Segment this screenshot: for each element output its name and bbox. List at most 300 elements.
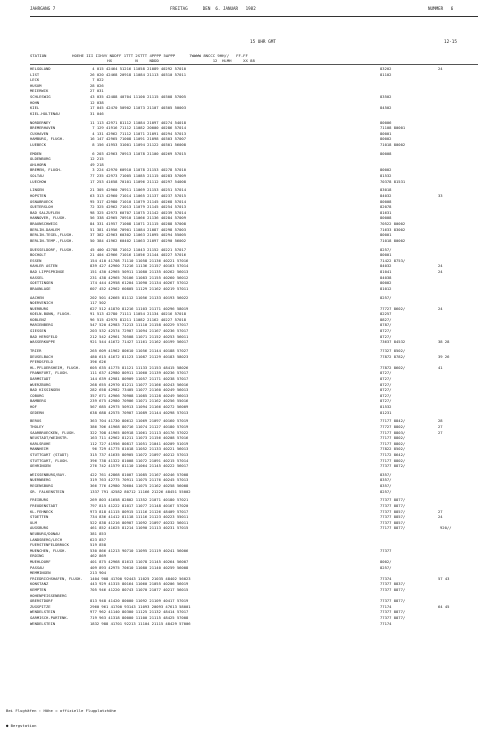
observation-values: 11 113 42971 81112 11084 21097 40274 54018: [90, 119, 187, 125]
station-name: HL.PFLOERSHEIM, FLUGH.: [30, 364, 81, 370]
table-row: [30, 238, 478, 244]
station-group: [30, 497, 478, 626]
station-name: AACHEN: [30, 294, 44, 300]
station-name: WEISSENBURG/BAY.: [30, 471, 67, 477]
station-group: [30, 348, 478, 415]
station-group: [30, 120, 478, 148]
observation-values: 607 452 42962 60805 11129 21162 40219 57011: [90, 285, 189, 291]
extra-code-1: 77377 8877/: [380, 497, 406, 503]
extra-code-1: 83202: [380, 66, 392, 71]
observation-values: 151 430 42965 50911 11080 21135 40262 56013: [90, 268, 189, 274]
station-name: STUTTGART (STADT): [30, 451, 69, 457]
observation-values: 98 325 42973 60707 11075 21142 40239 57014: [90, 209, 187, 215]
observation-values: 567 685 42975 50913 11094 21166 40272 56009: [90, 403, 189, 409]
extra-code-1: 84038: [380, 274, 392, 280]
station-name: HOF: [30, 403, 37, 409]
station-group: [30, 187, 478, 243]
extra-code-1: 80002: [380, 167, 392, 173]
station-name: BAD SALZUFLEN: [30, 209, 60, 215]
extra-code-1: 77377 8877/: [380, 614, 406, 620]
station-name: KONSTANZ: [30, 581, 49, 587]
report-header: [30, 6, 478, 17]
observation-values: 63 313 42960 71014 11065 21137 40237 57015: [90, 193, 187, 199]
extra-code-1: 81041: [380, 268, 392, 274]
observation-values: 231 438 42965 70106 11083 21155 40260 56012: [90, 274, 189, 280]
station-name: SAARBRUECKEN, FLUGH.: [30, 429, 76, 435]
extra-code-1: 8002/: [380, 558, 392, 564]
observation-values: 27 031: [90, 88, 104, 94]
extra-code-1: 8257/: [380, 488, 392, 494]
station-group: [30, 418, 478, 468]
observation-values: 977 962 41140 80300 11125 21132 48414 57017: [90, 609, 189, 615]
station-name: MUEHLDORF: [30, 558, 51, 564]
extra-code-1: 80001: [380, 130, 392, 136]
observation-values: 43 035 42488 40704 11100 21115 40308 57005: [90, 93, 187, 99]
observation-values: 734 836 41412 81118 11116 21123 40223 55011: [90, 514, 189, 520]
station-name: MEMMINGEN: [30, 570, 51, 576]
extra-code-1: 80001: [380, 252, 392, 258]
extra-code-1: 8727/: [380, 376, 392, 381]
observation-values: 401 875 42968 81613 11078 21145 40264 56007: [90, 558, 189, 564]
station-group: [30, 151, 478, 185]
extra-code-1: 8257/: [380, 294, 392, 300]
observation-values: 265 609 41962 80610 11056 21144 40188 57027: [90, 348, 189, 354]
observation-values: 638 688 42575 70907 11089 21144 40298 57013: [90, 409, 189, 415]
station-name: FUERSTENFELDBRUCK: [30, 542, 69, 548]
observation-values: 319 763 42775 70911 11075 21176 40245 57013: [90, 477, 189, 483]
observation-values: 813 948 41420 80000 11092 21109 40417 57019: [90, 598, 189, 604]
observation-values: 21 305 42960 70911 11069 21153 40251 57014: [90, 187, 187, 193]
extra-code-2: 27: [438, 508, 443, 514]
observation-values: 31 046: [90, 110, 104, 116]
extra-code-1: 8727/: [380, 370, 392, 376]
station-name: KIEL-HOLTENAU: [30, 110, 60, 116]
extra-code-2: 38 28: [438, 339, 450, 345]
extra-code-2: 28: [438, 418, 443, 424]
extra-code-1: 81102: [380, 71, 392, 77]
observation-values: 719 963 41318 80000 11100 21115 48425 57008: [90, 614, 189, 620]
extra-code-1: 81231: [380, 409, 392, 415]
station-name: ESSEN: [30, 257, 42, 263]
extra-code-1: 77327 8502/: [380, 348, 406, 354]
extra-code-1: 8827/: [380, 316, 392, 322]
extra-code-1: 8727/: [380, 387, 392, 393]
extra-code-1: 84032: [380, 263, 392, 269]
extra-code-1: 77177 8802/: [380, 440, 406, 446]
station-name: BREMERHAVEN: [30, 125, 56, 131]
station-name: HOHN: [30, 99, 40, 105]
extra-code-1: 80008: [380, 198, 392, 204]
station-name: LINGEN: [30, 187, 44, 193]
footnotes: [6, 698, 116, 738]
observation-values: 37 382 42963 60302 11063 21095 40294 55005: [90, 232, 187, 238]
station-name: AHLHORN: [30, 161, 47, 167]
station-name: OLDENBURG: [30, 156, 51, 162]
observation-values: 462 869: [90, 553, 107, 559]
extra-code-1: 8357/: [380, 477, 392, 483]
extra-code-1: 8727/: [380, 333, 392, 339]
observation-values: 1832 988 41701 92213 11104 21115 48429 57006: [90, 620, 191, 626]
extra-code-1: 80002: [380, 136, 392, 142]
table-row: [30, 286, 478, 292]
observation-values: 443 929 41315 80164 11060 21055 40206 56019: [90, 581, 189, 587]
observation-values: 522 838 41216 80907 11092 21097 40232 56011: [90, 519, 189, 525]
station-name: GEDERN: [30, 409, 44, 415]
extra-code-1: 77822 8502/: [380, 446, 406, 452]
extra-code-2: 24: [438, 514, 443, 520]
station-name: LUEBECK: [30, 141, 47, 147]
station-name: LIST: [30, 71, 40, 77]
table-row: [30, 621, 478, 627]
observation-values: 1337 791 42582 80712 11166 21226 48451 55002: [90, 488, 191, 494]
extra-code-1: 77872 8782/: [380, 353, 406, 359]
extra-code-1: 77377 8877/: [380, 586, 406, 592]
extra-code-1: 8357/: [380, 483, 392, 489]
extra-code-1: 77172 8642/: [380, 451, 406, 457]
observation-values: 111 637 42980 80911 11060 21139 40236 57017: [90, 370, 189, 376]
observation-values: 519 858: [90, 542, 107, 548]
observation-values: 174 444 42958 61204 11090 21134 40267 57012: [90, 280, 189, 286]
table-row: [30, 463, 478, 469]
extra-code-1: 83502: [380, 93, 392, 99]
extra-code-1: 77177 8802/: [380, 435, 406, 441]
observation-values: 7 129 41916 71112 11082 20000 40286 57014: [90, 125, 187, 131]
station-name: BAD LIPPSPRINGE: [30, 268, 65, 274]
observation-values: 84 331 41957 71008 11071 21115 40288 57008: [90, 221, 187, 226]
observation-values: 6 203 42963 70913 11078 21100 40269 57015: [90, 150, 187, 156]
table-row: [30, 142, 478, 148]
extra-code-2: 64 45: [438, 603, 450, 609]
extra-code-1: 84032: [380, 193, 392, 199]
volume-label: JAHRGANG 7: [30, 6, 56, 11]
observation-values: 202 501 42665 81112 11056 21133 40193 56022: [90, 294, 189, 300]
station-name: DEUSELBACH: [30, 353, 53, 359]
station-name: WENDELSTEIN: [30, 609, 56, 615]
observation-values: 2960 961 41700 93143 11093 20093 47613 58001: [90, 603, 191, 609]
observation-time: 15 UHR GMT: [250, 40, 276, 45]
station-name: GR. FALKENSTEIN: [30, 488, 65, 494]
observation-values: 17 253 41658 70101 11096 21112 40297 54008: [90, 178, 187, 184]
station-name: BREMEN, FLUGH.: [30, 167, 63, 173]
extra-code-2: 57 43: [438, 575, 450, 581]
extra-code-1: 77377 8857/: [380, 514, 406, 520]
observation-values: 203 532 42574 72907 11094 21167 40236 57017: [90, 328, 189, 334]
extra-code-1: 8257/: [380, 564, 392, 570]
observation-values: 605 635 41775 81121 11133 21153 48415 58026: [90, 364, 189, 370]
header-divider: [30, 64, 478, 65]
observation-values: 973 818 41115 80915 11116 21126 48409 57017: [90, 508, 189, 514]
observation-values: 56 338 42965 70910 11066 21136 40284 57009: [90, 215, 187, 221]
extra-code-1: 83018: [380, 187, 392, 193]
observation-values: 28 026: [90, 82, 104, 88]
extra-code-2: 27: [438, 423, 443, 429]
extra-code-1: 77377 8857/: [380, 519, 406, 525]
observation-values: 163 711 42962 81211 11073 21156 40208 57016: [90, 435, 189, 441]
observation-values: 49 218: [90, 161, 104, 167]
station-name: MANNHEIM: [30, 446, 49, 452]
station-name: FREIBURG: [30, 497, 49, 503]
extra-code-1: 77727 8602/: [380, 305, 406, 311]
extra-code-1: 8727/: [380, 392, 392, 398]
observation-values: 363 704 41730 80612 11069 21097 40160 57019: [90, 418, 189, 424]
observation-values: 409 893 42975 70610 11080 21140 40259 56008: [90, 564, 189, 570]
observation-values: 144 639 42981 80909 11057 21171 40238 57017: [90, 376, 189, 381]
issue-number: NUMMER 6: [428, 6, 454, 11]
observation-values: 96 729 41775 81018 11052 21133 40221 56013: [90, 446, 189, 452]
station-name: ULM: [30, 519, 37, 525]
observation-values: 16 147 42965 71008 11091 21098 40303 57007: [90, 136, 187, 142]
observation-values: 95 317 42980 71010 11079 21145 40268 57014: [90, 198, 187, 204]
column-header: STATION HOEHE III IIHVV NDDFF 1TTT 2STTT 4PPPP 5APPP 7WWWW 8NCCC 9HH// FF-FF HX N NDDD 12 HLMH XX 88: [30, 53, 255, 63]
station-name: PFERDSFELD: [30, 359, 53, 365]
observation-values: 366 776 42980 70604 11075 21162 40258 56008: [90, 483, 189, 489]
station-name: KL.FEHNECK: [30, 508, 53, 514]
station-name: STUTTGART, FLUGH.: [30, 457, 69, 463]
observation-values: 72 325 42962 71013 11079 21145 40254 57013: [90, 204, 187, 210]
station-name: WUERZBURG: [30, 381, 51, 387]
extra-code-1: 81532: [380, 173, 392, 179]
observation-values: 96 515 42975 81211 11082 21162 40227 57018: [90, 316, 187, 322]
station-name: STOETTEN: [30, 514, 49, 520]
extra-code-1: 8787/: [380, 322, 392, 328]
station-name: TRIER: [30, 348, 42, 354]
station-name: OBERSTDORF: [30, 598, 53, 604]
footnote-airport-height: Bei Flughäfen : Höhe = offizielle Flugplatzhöhe: [6, 708, 117, 713]
extra-code-1: 8727/: [380, 381, 392, 387]
extra-code-2: 41: [438, 364, 443, 370]
station-name: NORDERNEY: [30, 119, 51, 125]
observation-values: 396 738 41322 81008 11072 21091 40215 57014: [90, 457, 189, 463]
observation-values: 17 045 42470 50902 11073 21107 40305 50003: [90, 105, 187, 111]
observation-values: 213 904: [90, 570, 107, 576]
station-name: SOLTAU: [30, 173, 44, 179]
station-name: GUETERSLOH: [30, 204, 53, 210]
station-name: FRIEDRICHSHAFEN, FLUGH.: [30, 575, 83, 581]
station-name: BERUS: [30, 418, 42, 424]
station-name: OEHRINGEN: [30, 463, 51, 469]
station-name: WASSERKUPPE: [30, 339, 56, 345]
extra-code-1: 81532: [380, 403, 392, 409]
observation-values: 117 502: [90, 300, 107, 306]
observation-values: 91 513 42780 71111 11054 21134 40216 57018: [90, 311, 187, 317]
station-name: HUSUM: [30, 82, 42, 88]
station-name: ZUGSPITZE: [30, 603, 51, 609]
table-row: [30, 489, 478, 495]
extra-code-1: 82257: [380, 311, 392, 317]
extra-code-1: 81631: [380, 209, 392, 215]
station-name: BAMBERG: [30, 398, 47, 404]
station-name: OSNABRUECK: [30, 198, 53, 204]
extra-code-1: 77374: [380, 575, 392, 581]
station-name: REGENSBURG: [30, 483, 53, 489]
station-name: BRAUNSCHWEIG: [30, 221, 58, 226]
station-name: FREUDENSTADT: [30, 503, 58, 509]
observation-values: 4 131 42962 71112 11071 21091 40294 57013: [90, 130, 187, 136]
observation-values: 381 853: [90, 531, 107, 536]
extra-code-1: 71018 80002: [380, 141, 406, 147]
extra-code-3: 920//: [440, 525, 452, 531]
extra-code-2: 24: [438, 268, 443, 274]
observation-values: 396 626: [90, 359, 107, 365]
extra-code-1: 80008: [380, 150, 392, 156]
observation-values: 480 615 41672 81123 11087 21129 40183 58023: [90, 353, 189, 359]
station-name: GARMISCH-PARTENK.: [30, 614, 69, 620]
observation-values: 422 761 42868 81007 11085 21167 40246 57008: [90, 471, 189, 477]
extra-code-1: 80006: [380, 119, 392, 125]
extra-code-2: 39 26: [438, 353, 450, 359]
observation-values: 276 742 41579 81110 11064 21145 40222 56017: [90, 463, 189, 469]
extra-code-1: 81012: [380, 285, 392, 291]
observation-values: 12 038: [90, 99, 104, 105]
observation-values: 3 224 42970 60910 11078 21153 40278 57010: [90, 167, 187, 173]
station-name: BERLIN-TEMP.,FLUGH.: [30, 237, 74, 243]
extra-code-1: 77377 8837/: [380, 581, 406, 587]
station-name: KOELN-BONN, FLUGH.: [30, 311, 72, 317]
time-range: 12-15: [444, 40, 457, 45]
observation-values: 77 235 42973 71005 11085 21115 40283 57009: [90, 173, 187, 179]
observation-values: 12 215: [90, 156, 104, 162]
extra-code-1: 82078: [380, 204, 392, 210]
station-name: HOPSTEN: [30, 193, 47, 199]
extra-code-1: 77177 8877/: [380, 525, 406, 531]
observation-values: 386 706 41968 80716 11074 21127 40180 57019: [90, 423, 189, 429]
observation-values: 269 803 41658 82802 11352 21071 40180 57021: [90, 497, 189, 503]
extra-code-1: 77377 8872/: [380, 463, 406, 469]
observation-values: 212 542 42961 70508 11071 21152 40253 56011: [90, 333, 189, 339]
observation-values: 21 404 42966 71016 11056 21144 40227 57016: [90, 252, 187, 258]
extra-code-1: 77377 8877/: [380, 609, 406, 615]
observation-values: 26 020 42468 20918 11084 21113 40310 57011: [90, 71, 187, 77]
observation-values: 461 852 41625 81214 11090 21113 40231 57015: [90, 525, 189, 531]
station-name: DARMSTADT: [30, 376, 51, 381]
extra-code-1: 84502: [380, 105, 392, 111]
extra-code-1: 80001: [380, 232, 392, 238]
extra-code-1: 77174: [380, 620, 392, 626]
extra-code-1: 77377 8877/: [380, 503, 406, 509]
observation-values: 623 857: [90, 536, 107, 542]
station-name: LANDSBERG/LECH: [30, 536, 63, 542]
extra-code-1: 8257/: [380, 246, 392, 252]
station-group: [30, 295, 478, 345]
station-name: NUERBURG: [30, 305, 49, 311]
table-row: [30, 179, 478, 185]
station-name: COBURG: [30, 392, 44, 398]
station-name: BAD HERSFELD: [30, 333, 58, 339]
extra-code-1: 8727/: [380, 328, 392, 334]
extra-code-1: 77377 8877/: [380, 598, 406, 604]
observation-values: 921 544 41672 71427 11161 21162 40199 56017: [90, 339, 189, 345]
station-name: BOCHOLT: [30, 252, 47, 258]
station-name: MEIERWIK: [30, 88, 49, 94]
extra-code-1: 77177 8842/: [380, 418, 406, 424]
station-name: BERLIN-DAHLEM: [30, 226, 60, 232]
extra-code-1: 73637 84532: [380, 339, 406, 345]
station-name: KARLSRUHE: [30, 440, 51, 446]
extra-code-2: 24: [438, 66, 443, 71]
extra-code-1: 77872 8602/: [380, 364, 406, 370]
observation-values: 282 658 42982 73405 11077 21160 40249 56013: [90, 387, 189, 393]
station-name: HAMBURG, FLUGH.: [30, 136, 65, 142]
extra-code-2: 24: [438, 263, 443, 269]
extra-code-1: 77177 8803/: [380, 429, 406, 435]
station-name: AUGSBURG: [30, 525, 49, 531]
observation-values: 154 410 41708 71110 11058 21136 40221 57016: [90, 257, 189, 263]
station-name: HOHENPEISSENBERG: [30, 592, 67, 598]
extra-code-1: 70522 80002: [380, 221, 406, 226]
extra-code-1: 77177 8802/: [380, 457, 406, 463]
extra-code-1: 77174: [380, 603, 392, 609]
extra-code-1: 71108 80001: [380, 125, 406, 131]
table-row: [30, 339, 478, 345]
station-group: [30, 472, 478, 494]
observation-values: 839 427 42960 71216 11136 21157 40163 57014: [90, 263, 189, 269]
station-name: ERDING: [30, 553, 44, 559]
station-table: [30, 66, 478, 629]
station-name: KOBLENZ: [30, 316, 47, 322]
observation-values: 322 708 41965 80918 11061 21113 40176 57022: [90, 429, 189, 435]
station-name: LECK: [30, 77, 40, 83]
station-name: MARIENBERG: [30, 322, 53, 328]
extra-code-1: 77377: [380, 547, 392, 553]
station-name: BAD KISSINGEN: [30, 387, 60, 393]
station-name: NUERNBERG: [30, 477, 51, 483]
station-name: NEUSTADT/WEINSTR.: [30, 435, 69, 441]
station-name: MUENCHEN, FLUGH.: [30, 547, 67, 553]
footnote-mountain-station: ● Bergstation: [6, 723, 37, 728]
observation-values: 797 815 41222 81017 11077 21148 40167 57020: [90, 503, 189, 509]
extra-code-1: 77727 8802/: [380, 423, 406, 429]
observation-values: 315 737 41635 80905 11072 21097 40212 57013: [90, 451, 189, 457]
observation-values: 112 727 41956 80817 11051 21041 40209 51019: [90, 440, 189, 446]
observation-values: 1404 908 41700 92443 11025 21035 48402 56023: [90, 575, 191, 581]
observation-values: 357 671 42966 70908 11085 21128 40249 56013: [90, 392, 189, 398]
extra-code-1: 8727/: [380, 398, 392, 404]
station-name: EMDEN: [30, 150, 42, 156]
extra-code-1: 77377 8857/: [380, 508, 406, 514]
observation-values: 239 675 42980 70906 11071 21162 40256 55016: [90, 398, 189, 404]
station-name: KEMPTEN: [30, 586, 47, 592]
observation-values: 705 946 41220 80743 11070 21077 40217 56015: [90, 586, 189, 592]
extra-code-1: 71018 80002: [380, 237, 406, 243]
extra-code-1: 80008: [380, 215, 392, 221]
table-row: [30, 410, 478, 416]
extra-code-2: 24: [438, 305, 443, 311]
observation-values: 50 384 41962 60402 11063 21097 40290 56002: [90, 237, 187, 243]
station-name: THOLEY: [30, 423, 44, 429]
station-name: BERLIN-TEGEL,FLUGH.: [30, 232, 74, 238]
extra-code-1: 71422 8753/: [380, 257, 406, 263]
station-name: LUECHOW: [30, 178, 47, 184]
station-name: FRANKFURT, FLUGH.: [30, 370, 69, 376]
extra-code-2: 27: [438, 429, 443, 435]
extra-code-1: 71633 83002: [380, 226, 406, 232]
observation-values: 45 400 42788 71012 11043 21152 40221 57017: [90, 246, 187, 252]
station-name: KIEL: [30, 105, 40, 111]
station-group: [30, 66, 478, 116]
extra-code-1: 8357/: [380, 471, 392, 477]
station-name: GIESSEN: [30, 328, 47, 334]
observation-values: 8 156 41953 31001 11094 21122 40301 56008: [90, 141, 187, 147]
observation-values: 547 520 42983 71213 11110 21158 40229 57017: [90, 322, 189, 328]
station-name: HANNOVER, FLUGH.: [30, 215, 67, 221]
observation-values: 51 381 41956 70901 11084 21087 40298 57003: [90, 226, 187, 232]
observation-values: 530 866 41213 90710 11095 21119 40241 56006: [90, 547, 189, 553]
station-name: KAHLER ASTEN: [30, 263, 58, 269]
station-name: DUESSELDORF, FLUGH.: [30, 246, 74, 252]
report-date: FREITAG DEN 6. JANUAR 1982: [170, 6, 256, 11]
station-name: BRAUNLAGE: [30, 285, 51, 291]
extra-code-2: 33: [438, 193, 443, 199]
